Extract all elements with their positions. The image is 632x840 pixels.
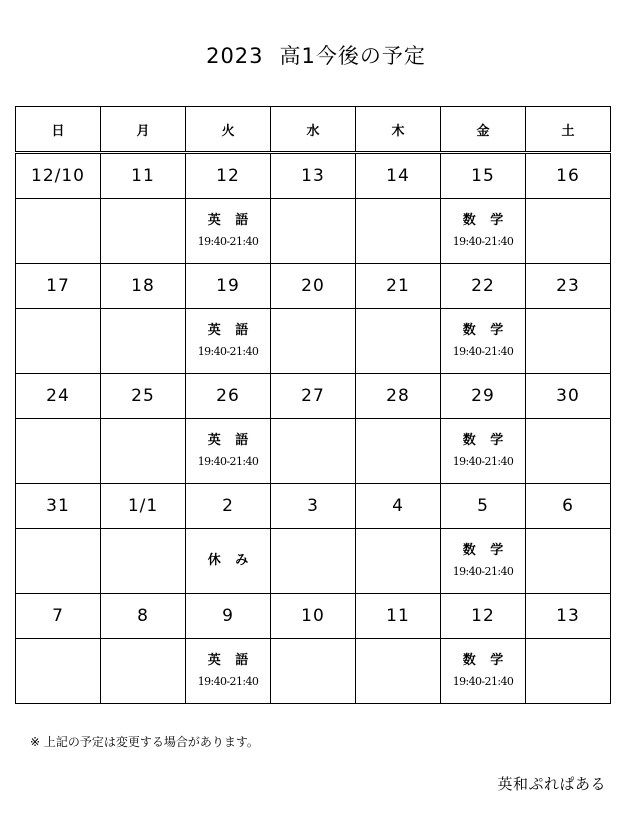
event-cell-sun: [16, 639, 101, 704]
date-cell-sun: 31: [16, 484, 101, 529]
date-cell-fri: 29: [441, 374, 526, 419]
event-cell-fri: [441, 199, 526, 264]
change-notice: ※ 上記の予定は変更する場合があります。: [30, 735, 259, 749]
event-time: 19:40-21:40: [197, 454, 259, 468]
weekday-header-row: [16, 107, 611, 153]
school-name: 英和ぷれぱある: [497, 775, 606, 793]
date-cell-sat: 23: [526, 264, 611, 309]
date-row: [16, 594, 611, 639]
event-cell-fri: [441, 419, 526, 484]
event-row: [16, 529, 611, 594]
date-cell-tue: 2: [186, 484, 271, 529]
date-cell-wed: 20: [271, 264, 356, 309]
event-subject: 数 学: [462, 652, 509, 668]
date-cell-mon: 11: [101, 153, 186, 199]
event-cell-wed: [271, 309, 356, 374]
event-cell-wed: [271, 419, 356, 484]
date-cell-tue: 12: [186, 153, 271, 199]
event-time: 19:40-21:40: [452, 674, 514, 688]
event-cell-wed: [271, 639, 356, 704]
date-cell-thu: 14: [356, 153, 441, 199]
event-time: 19:40-21:40: [452, 564, 514, 578]
event-row: [16, 419, 611, 484]
event-cell-wed: [271, 529, 356, 594]
event-cell-sun: [16, 309, 101, 374]
event-cell-sat: [526, 309, 611, 374]
event-cell-sun: [16, 419, 101, 484]
event-cell-sun: [16, 199, 101, 264]
event-time: 19:40-21:40: [452, 454, 514, 468]
event-cell-thu: [356, 309, 441, 374]
event-cell-mon: [101, 529, 186, 594]
event-row: [16, 639, 611, 704]
date-cell-sat: 13: [526, 594, 611, 639]
event-subject: 休 み: [207, 553, 254, 568]
date-cell-fri: 12: [441, 594, 526, 639]
event-subject: 数 学: [462, 432, 509, 448]
event-cell-fri: [441, 529, 526, 594]
date-cell-thu: 11: [356, 594, 441, 639]
title-year: 2023: [206, 44, 264, 68]
event-cell-tue: [186, 309, 271, 374]
date-cell-mon: 25: [101, 374, 186, 419]
date-cell-thu: 21: [356, 264, 441, 309]
event-cell-fri: [441, 639, 526, 704]
date-cell-fri: 15: [441, 153, 526, 199]
event-cell-sat: [526, 639, 611, 704]
event-cell-sat: [526, 529, 611, 594]
date-cell-fri: 5: [441, 484, 526, 529]
weekday-thu: 木: [356, 107, 441, 153]
date-cell-mon: 1/1: [101, 484, 186, 529]
weekday-sat: 土: [526, 107, 611, 153]
event-cell-tue: [186, 639, 271, 704]
event-subject: 英 語: [207, 212, 254, 228]
date-cell-sun: 7: [16, 594, 101, 639]
schedule-calendar: [15, 106, 611, 704]
date-cell-fri: 22: [441, 264, 526, 309]
date-cell-sat: 30: [526, 374, 611, 419]
date-cell-sat: 16: [526, 153, 611, 199]
event-cell-mon: [101, 419, 186, 484]
title-text: 高1今後の予定: [279, 44, 426, 68]
event-subject: 数 学: [462, 212, 509, 228]
event-cell-sat: [526, 419, 611, 484]
date-cell-wed: 3: [271, 484, 356, 529]
weekday-tue: 火: [186, 107, 271, 153]
date-cell-sun: 12/10: [16, 153, 101, 199]
event-time: 19:40-21:40: [197, 234, 259, 248]
event-cell-thu: [356, 199, 441, 264]
event-time: 19:40-21:40: [452, 344, 514, 358]
event-time: 19:40-21:40: [197, 674, 259, 688]
date-cell-thu: 4: [356, 484, 441, 529]
event-time: 19:40-21:40: [197, 344, 259, 358]
event-cell-thu: [356, 529, 441, 594]
date-cell-thu: 28: [356, 374, 441, 419]
weekday-sun: 日: [16, 107, 101, 153]
event-subject: 英 語: [207, 652, 254, 668]
date-row: [16, 153, 611, 199]
weekday-fri: 金: [441, 107, 526, 153]
date-cell-sun: 24: [16, 374, 101, 419]
event-time: 19:40-21:40: [452, 234, 514, 248]
date-cell-tue: 19: [186, 264, 271, 309]
event-cell-mon: [101, 309, 186, 374]
event-cell-tue: [186, 419, 271, 484]
event-cell-fri: [441, 309, 526, 374]
event-cell-thu: [356, 419, 441, 484]
date-cell-tue: 26: [186, 374, 271, 419]
event-cell-tue: [186, 199, 271, 264]
date-cell-mon: 18: [101, 264, 186, 309]
event-subject: 数 学: [462, 542, 509, 558]
date-cell-mon: 8: [101, 594, 186, 639]
date-cell-wed: 10: [271, 594, 356, 639]
event-subject: 英 語: [207, 322, 254, 338]
date-row: [16, 264, 611, 309]
event-row: [16, 309, 611, 374]
date-cell-tue: 9: [186, 594, 271, 639]
weekday-wed: 水: [271, 107, 356, 153]
date-cell-sun: 17: [16, 264, 101, 309]
date-row: [16, 484, 611, 529]
event-cell-mon: [101, 199, 186, 264]
page-title: [0, 40, 632, 70]
event-cell-thu: [356, 639, 441, 704]
event-subject: 数 学: [462, 322, 509, 338]
date-cell-wed: 13: [271, 153, 356, 199]
date-cell-sat: 6: [526, 484, 611, 529]
event-row: [16, 199, 611, 264]
date-row: [16, 374, 611, 419]
date-cell-wed: 27: [271, 374, 356, 419]
event-cell-wed: [271, 199, 356, 264]
event-subject: 英 語: [207, 432, 254, 448]
event-cell-mon: [101, 639, 186, 704]
event-cell-sat: [526, 199, 611, 264]
event-cell-sun: [16, 529, 101, 594]
weekday-mon: 月: [101, 107, 186, 153]
event-cell-tue: [186, 529, 271, 594]
